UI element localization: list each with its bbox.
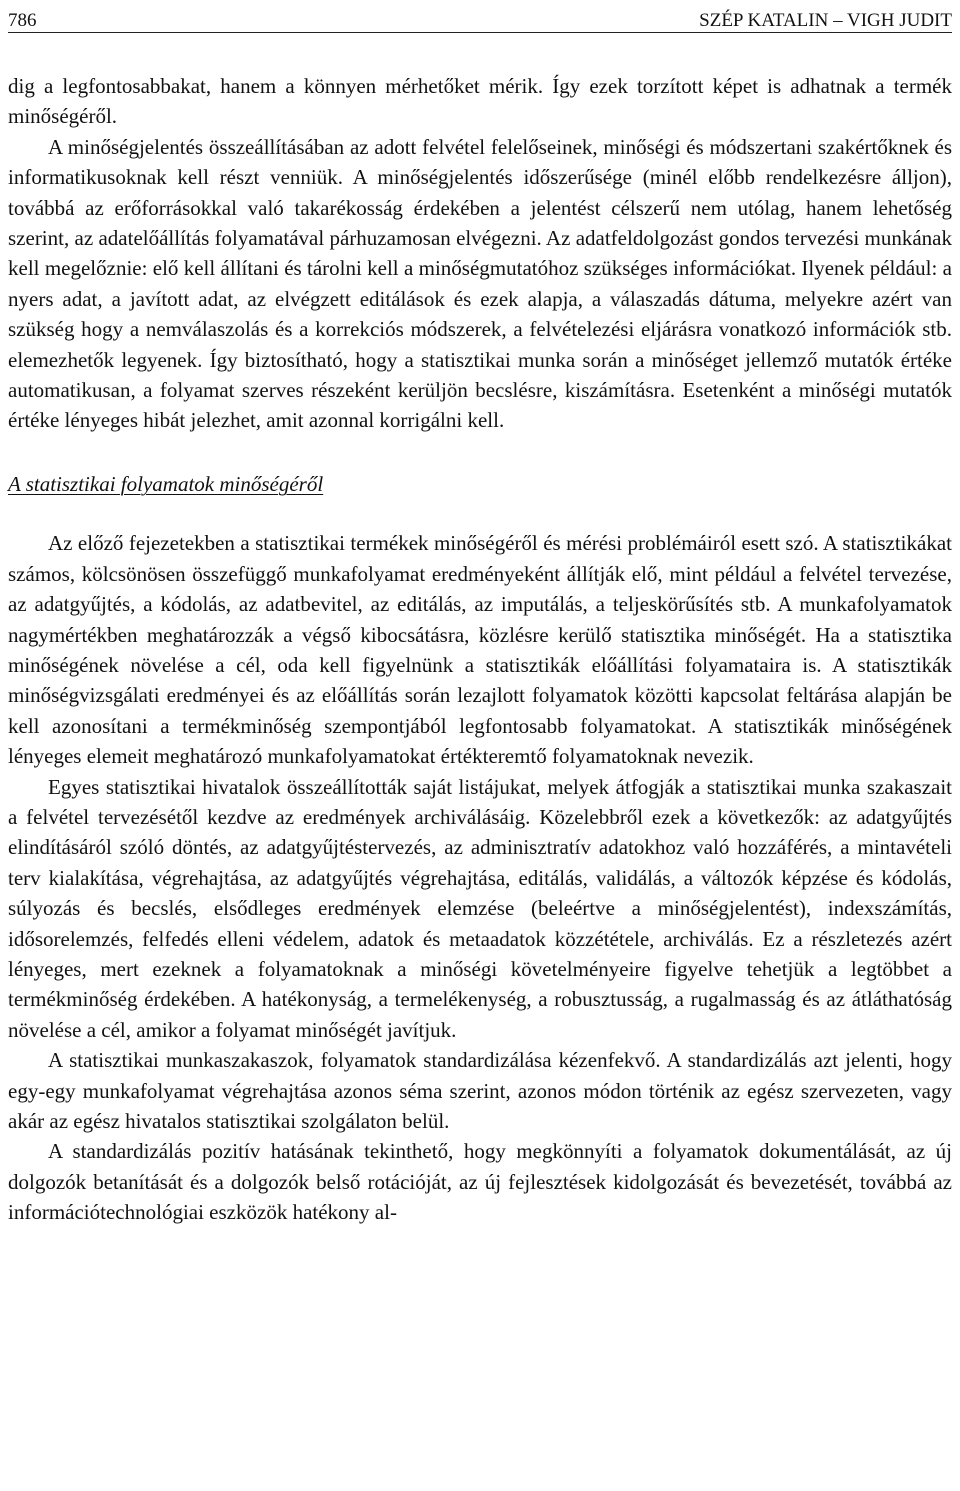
paragraph-3: Az előző fejezetekben a statisztikai termékek minőségéről és mérési problémáiról esett szó. A statisztikákat számos, kölcsönösen összefüggő munkafolyamat eredményeként állítják elő, mint például a felvétel tervezése, az adatgyűjtés, a kódolás, az adatbevitel, az editálás, az imputálás, a teljeskörűsítés stb. A munkafolyamatok nagymértékben meghatározzák a végső kibocsátásra, közlésre kerülő statisztika minőségét. Ha a statisztika minőségének növelése a cél, oda kell figyelnünk a statisztikák előállítási folyamataira is. A statisztikák minőségvizsgálati eredményei és az előállítás során lezajlott folyamatok közötti kapcsolat feltárása alapján be kell azonosítani a termékminőség szempontjából legfontosabb folyamatokat. A statisztikák minőségének lényeges elemeit meghatározó munkafolyamatokat értékteremtő folyamatoknak nevezik. [8,531,952,769]
body-text [8,71,952,1228]
paragraph-5: A statisztikai munkaszakaszok, folyamatok standardizálása kézenfekvő. A standardizálás azt jelenti, hogy egy-egy munkafolyamat végrehajtása azonos séma szerint, azonos módon történik az egész szervezeten, vagy akár az egész hivatalos statisztikai szolgálaton belül. [8,1048,952,1133]
paragraph-1: dig a legfontosabbakat, hanem a könnyen mérhetőket mérik. Így ezek torzított képet is adhatnak a termék minőségéről. [8,74,952,129]
paragraph-2: A minőségjelentés összeállításában az adott felvétel felelőseinek, minőségi és módszertani szakértőknek és informatikusoknak kell részt venniük. A minőségjelentés időszerűsége (minél előbb rendelkezésre álljon), továbbá az erőforrásokkal való takarékosság érdekében a jelentést célszerű nem utólag, hanem lehetőség szerint, az adatelőállítás folyamatával párhuzamosan elvégezni. Az adatfeldolgozást gondos tervezési munkának kell megelőznie: elő kell állítani és tárolni kell a minőségmutatóhoz szükséges információkat. Ilyenek például: a nyers adat, a javított adat, az elvégzett editálások és ezek alapja, a válaszadás dátuma, melyekre azért van szükség hogy a nemválaszolás és a korrekciós módszerek, a felvételezési eljárásra vonatkozó információk stb. elemezhetők legyenek. Így biztosítható, hogy a statisztikai munka során a minőséget jellemző mutatók értéke automatikusan, a folyamat szerves részeként kerüljön becslésre, kiszámításra. Esetenként a minőségi mutatók értéke lényeges hibát jelezhet, amit azonnal korrigálni kell. [8,134,952,433]
section-title: A statisztikai folyamatok minőségéről [8,471,324,496]
paragraph-6: A standardizálás pozitív hatásának tekinthető, hogy megkönnyíti a folyamatok dokumentálását, az új dolgozók betanítását és a dolgozók belső rotációját, az új fejlesztések kidolgozását és bevezetését, továbbá az információtechnológiai eszközök hatékony al- [8,1139,952,1225]
paragraph-4: Egyes statisztikai hivatalok összeállították saját listájukat, melyek átfogják a statisztikai munka szakaszait a felvétel tervezésétől kezdve az eredmények archiválásáig. Közelebbről ezek a következők: az adatgyűjtés elindításáról szóló döntés, az adatgyűjtéstervezés, az adminisztratív adatokhoz való hozzáférés, a mintavételi terv kialakítása, végrehajtása, az adatgyűjtés végrehajtása, editálás, validálás, a változók képzése és kódolás, súlyozás és becslés, elsődleges eredmények elemzése (beleértve a minőségjelentést), indexszámítás, idősorelemzés, felfedés elleni védelem, adatok és metaadatok közzététele, archiválás. Ez a részletezés azért lényeges, mert ezeknek a folyamatoknak a minőségi követelményeire figyelve tehetjük a legtöbbet a termékminőség érdekében. A hatékonyság, a termelékenység, a robusztusság, a rugalmasság és az átláthatóság növelése a cél, amikor a folyamat minőségét javítjuk. [8,774,952,1042]
running-title: SZÉP KATALIN – VIGH JUDIT [699,10,952,31]
running-header [8,0,952,33]
page-number: 786 [8,10,37,31]
